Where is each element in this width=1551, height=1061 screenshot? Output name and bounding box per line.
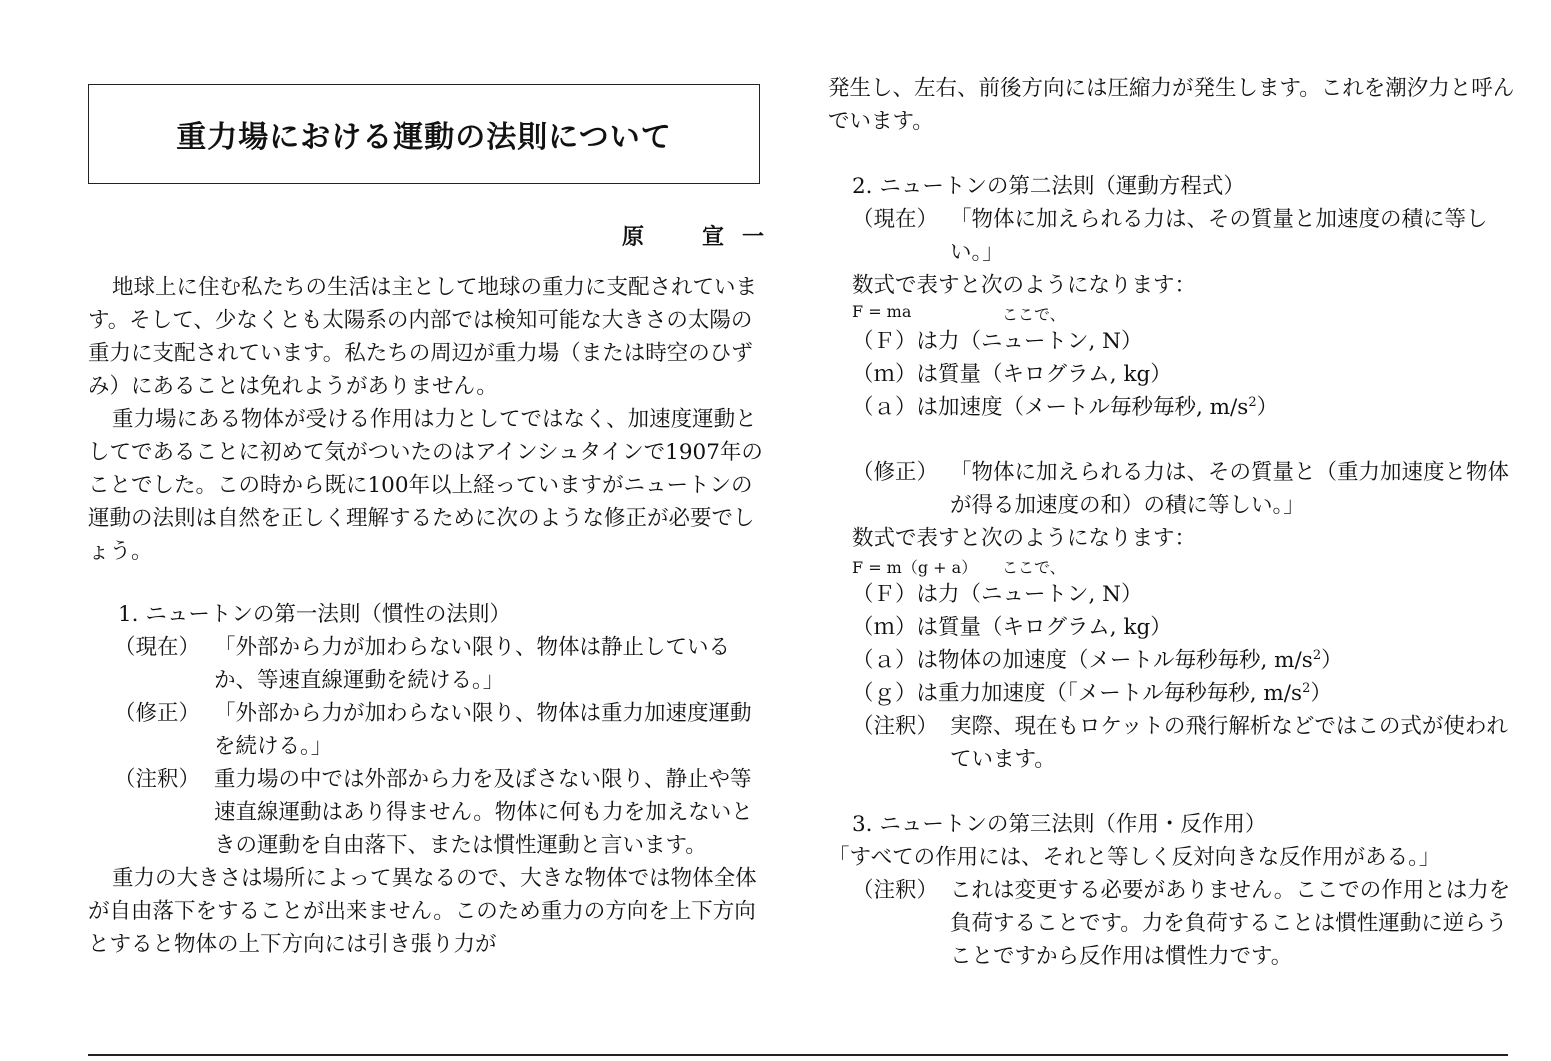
law1-current-tag: （現在）	[114, 635, 201, 660]
law2-formula1	[852, 302, 1518, 325]
law2-formula-intro: 数式で表すと次のようになります：	[852, 273, 1197, 298]
law2-note-text: 実際、現在もロケットの飛行解析などではこの式が使われています。	[950, 714, 1508, 772]
law2-revised-tag: （修正）	[852, 460, 939, 485]
law2-current	[852, 203, 1518, 269]
law2-formula2	[852, 555, 1518, 578]
law1-note	[114, 763, 768, 862]
law2-note	[852, 710, 1518, 776]
law3-heading: 3. ニュートンの第三法則（作用・反作用）	[852, 812, 1267, 837]
law2-revised-text: 「物体に加えられる力は、その質量と（重力加速度と物体が得る加速度の和）の積に等しい。」	[950, 460, 1510, 518]
law2-heading: 2. ニュートンの第二法則（運動方程式）	[852, 174, 1245, 199]
law1-revised-text: 「外部から力が加わらない限り、物体は重力加速度運動を続ける。」	[214, 701, 752, 759]
law2-revised	[852, 456, 1518, 522]
law2-current-tag: （現在）	[852, 207, 939, 232]
intro-paragraph-1: 地球上に住む私たちの生活は主として地球の重力に支配されています。そして、少なくとも太陽系の内部では検知可能な大きさの太陽の重力に支配されています。私たちの周辺が重力場（または時空のひずみ）にあることは免れようがありません。	[88, 275, 758, 399]
law3-note-text: これは変更する必要がありません。ここでの作用とは力を負荷することです。力を負荷することは慣性運動に逆らうことですから反作用は慣性力です。	[950, 878, 1511, 969]
formula2-equation: F = m（g + a）	[852, 558, 978, 577]
law3-note-tag: （注釈）	[852, 878, 939, 903]
var-force-1: （Ｆ）は力（ニュートン, N）	[852, 329, 1143, 354]
formula1-note: ここで、	[1002, 305, 1066, 324]
left-column	[88, 84, 782, 961]
law2-current-text: 「物体に加えられる力は、その質量と加速度の積に等しい。」	[950, 207, 1488, 265]
continuation-paragraph: 発生し、左右、前後方向には圧縮力が発生します。これを潮汐力と呼んでいます。	[828, 76, 1515, 134]
law1-note-text: 重力場の中では外部から力を及ぼさない限り、静止や等速直線運動はあり得ません。物体に何も力を加えないときの運動を自由落下、または慣性運動と言います。	[214, 767, 753, 858]
var-accel-2: （ａ）は物体の加速度（メートル毎秒毎秒, $m/s^2$）	[852, 647, 1343, 673]
law2-section	[828, 170, 1518, 841]
law1-current-text: 「外部から力が加わらない限り、物体は静止しているか、等速直線運動を続ける。」	[214, 635, 731, 693]
law3-section	[828, 874, 1518, 973]
law2-note-tag: （注釈）	[852, 714, 939, 739]
var-gravity-2: （ｇ）は重力加速度（「メートル毎秒毎秒, $m/s^2$）	[852, 680, 1332, 706]
var-mass-1: （ｍ）は質量（キログラム, kg）	[852, 362, 1172, 387]
formula2-note: ここで、	[1002, 558, 1066, 577]
law2-formula-intro-2: 数式で表すと次のようになります：	[852, 526, 1197, 551]
right-column	[828, 72, 1518, 973]
author-name: 原 宣一	[621, 224, 782, 250]
law1-section	[88, 598, 768, 862]
law1-note-tag: （注釈）	[114, 767, 201, 792]
law1-followup: 重力の大きさは場所によって異なるので、大きな物体では物体全体が自由落下をすることが出来ません。このため重力の方向を上下方向とすると物体の上下方向には引き張り力が	[88, 866, 757, 957]
var-accel-1: （ａ）は加速度（メートル毎秒毎秒, $m/s^2$）	[852, 394, 1279, 420]
law3-note	[852, 874, 1518, 973]
paper-title: 重力場における運動の法則について	[176, 120, 672, 155]
title-box	[88, 84, 760, 184]
law1-heading: 1. ニュートンの第一法則（慣性の法則）	[118, 602, 511, 627]
law1-revised	[114, 697, 768, 763]
bottom-rule	[88, 1054, 1508, 1056]
law1-current	[114, 631, 768, 697]
intro-paragraph-2: 重力場にある物体が受ける作用は力としてではなく、加速度運動としてであることに初めて気がついたのはアインシュタインで1907年のことでした。この時から既に100年以上経っていますがニュートンの運動の法則は自然を正しく理解するために次のような修正が必要でしょう。	[88, 407, 763, 564]
formula1-equation: F = ma	[852, 302, 912, 321]
law3-statement: 「すべての作用には、それと等しく反対向きな反作用がある。」	[828, 845, 1441, 870]
law1-revised-tag: （修正）	[114, 701, 201, 726]
var-mass-2: （ｍ）は質量（キログラム, kg）	[852, 615, 1172, 640]
var-force-2: （Ｆ）は力（ニュートン, N）	[852, 582, 1143, 607]
